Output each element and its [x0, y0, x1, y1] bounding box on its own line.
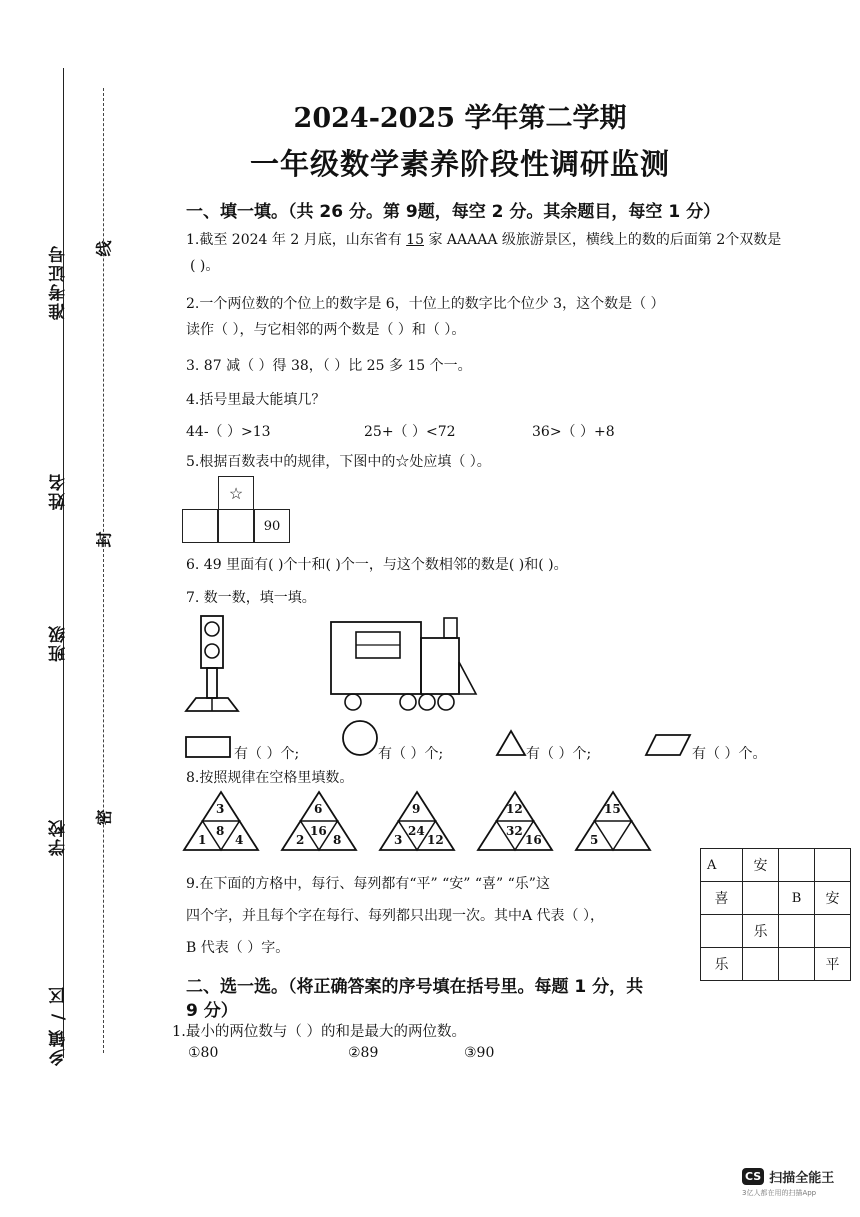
grid-cell: B [779, 882, 815, 915]
grid-cell [743, 882, 779, 915]
app-tagline: 3亿人都在用的扫描App [742, 1189, 817, 1197]
choice-option-a: ①80 [188, 1045, 219, 1061]
question-7: 7. 数一数，填一填。 [186, 590, 316, 606]
tri-top-value: 12 [506, 802, 523, 816]
chart-cell [218, 509, 254, 543]
section2-heading: 二、选一选。（将正确答案的序号填在括号里。每题 1 分，共 [186, 977, 644, 997]
triangle-shape-icon [494, 728, 528, 758]
grid-cell: 安 [743, 849, 779, 882]
q4-item-a: 44-（ ）>13 [186, 424, 271, 440]
question-9-line1: 9.在下面的方格中，每行、每列都有“平” “安” “喜” “乐”这 [186, 876, 550, 892]
q7-triangle-count: 有（ ）个; [526, 746, 592, 762]
question-4: 4.括号里最大能填几？ [186, 392, 326, 408]
margin-label-name: 姓名 [49, 472, 69, 510]
q1-number: 15 [406, 232, 424, 248]
grid-cell: 喜 [701, 882, 743, 915]
grid-cell [701, 915, 743, 948]
margin-label-school: 学校 [49, 818, 69, 856]
grid-cell [743, 948, 779, 981]
q7-circle-count: 有（ ）个; [378, 746, 444, 762]
app-name: 扫描全能王 [769, 1171, 835, 1186]
page-title: 2024-2025 学年第二学期 [293, 103, 627, 134]
question-1 [186, 230, 781, 250]
parallelogram-shape-icon [644, 732, 694, 758]
tri-right-value: 16 [525, 833, 542, 847]
margin-dashed-line [103, 88, 104, 1053]
question-9-line2: 四个字，并且每个字在每行、每列都只出现一次。其中A 代表（ ）， [186, 908, 605, 924]
choice-option-c: ③90 [464, 1045, 495, 1061]
grid-cell [779, 849, 815, 882]
tri-top-value: 6 [314, 802, 323, 816]
rectangle-shape-icon [184, 734, 234, 762]
grid-cell [779, 915, 815, 948]
grid-cell [815, 849, 851, 882]
q7-parallelogram-count: 有（ ）个。 [692, 746, 767, 762]
grid-cell: 平 [815, 948, 851, 981]
tri-mid-value: 24 [408, 824, 425, 838]
star-cell: ☆ [218, 476, 254, 510]
grid-cell: 安 [815, 882, 851, 915]
grid-cell: A [701, 849, 743, 882]
tri-right-value: 8 [333, 833, 342, 847]
question-5: 5.根据百数表中的规律，下图中的☆处应填（ ）。 [186, 454, 491, 470]
grid-cell: 乐 [701, 948, 743, 981]
traffic-light-drawing [180, 612, 250, 717]
question-2-line2: 读作（ ），与它相邻的两个数是（ ）和（ ）。 [186, 322, 466, 338]
question-2-line1: 2.一个两位数的个位上的数字是 6，十位上的数字比个位少 3，这个数是（ ） [186, 296, 665, 312]
question-3: 3. 87 减（ ）得 38，（ ）比 25 多 15 个一。 [186, 358, 472, 374]
grid-cell [779, 948, 815, 981]
hundred-chart-fragment [182, 476, 320, 542]
margin-label-class: 班级 [49, 624, 69, 662]
tri-top-value: 9 [412, 802, 421, 816]
number-triangle-1 [182, 790, 260, 852]
number-triangles [182, 790, 682, 852]
tri-mid-value: 8 [216, 824, 225, 838]
tri-mid-value: 32 [506, 824, 523, 838]
tri-left-value: 2 [296, 833, 305, 847]
q7-rect-count: 有（ ）个; [234, 746, 300, 762]
circle-shape-icon [340, 718, 380, 758]
number-triangle-4 [476, 790, 554, 852]
q1-text-a: 1.截至 2024 年 2 月底，山东省有 [186, 232, 402, 248]
grid-cell: 乐 [743, 915, 779, 948]
page-subtitle: 一年级数学素养阶段性调研监测 [249, 147, 670, 181]
grid-cell [815, 915, 851, 948]
q1-text-b: 家 AAAAA 级旅游景区，横线上的数的后面第 2个双数是 [428, 232, 782, 248]
character-grid [700, 848, 851, 981]
q4-item-b: 25+（ ）<72 [364, 424, 456, 440]
scanner-watermark [742, 1167, 834, 1186]
choice-option-b: ②89 [348, 1045, 379, 1061]
tri-top-value: 15 [604, 802, 621, 816]
tri-left-value: 1 [198, 833, 207, 847]
app-logo-badge: CS [742, 1168, 764, 1185]
tri-left-value: 3 [394, 833, 403, 847]
margin-label-town: 乡镇 / 区 [49, 985, 69, 1067]
q1-answer-blank: ( )。 [190, 258, 220, 274]
question-9-line3: B 代表（ ）字。 [186, 940, 290, 956]
margin-label-exam-id: 准考证号 [49, 244, 69, 320]
cut-mark-seal: 封 [94, 531, 114, 548]
number-triangle-2 [280, 790, 358, 852]
number-triangle-3 [378, 790, 456, 852]
tri-left-value: 5 [590, 833, 599, 847]
margin-solid-line [63, 68, 64, 1058]
section1-heading: 一、填一填。（共 26 分。第 9题，每空 2 分。其余题目，每空 1 分） [186, 202, 721, 222]
tri-right-value: 12 [427, 833, 444, 847]
chart-cell [182, 509, 218, 543]
cut-mark-line: 线 [94, 240, 114, 257]
tri-mid-value: 16 [310, 824, 327, 838]
chart-cell-90: 90 [254, 509, 290, 543]
question-8: 8.按照规律在空格里填数。 [186, 770, 354, 786]
section2-heading-cont: 9 分） [186, 1001, 238, 1021]
number-triangle-5 [574, 790, 652, 852]
train-drawing [326, 612, 486, 717]
q4-item-c: 36>（ ）+8 [532, 424, 615, 440]
tri-right-value: 4 [235, 833, 244, 847]
cut-mark-secret: 密 [94, 809, 114, 826]
tri-top-value: 3 [216, 802, 225, 816]
question-6: 6. 49 里面有( )个十和( )个一，与这个数相邻的数是( )和( )。 [186, 557, 568, 573]
choice-question-1: 1.最小的两位数与（ ）的和是最大的两位数。 [172, 1024, 466, 1040]
